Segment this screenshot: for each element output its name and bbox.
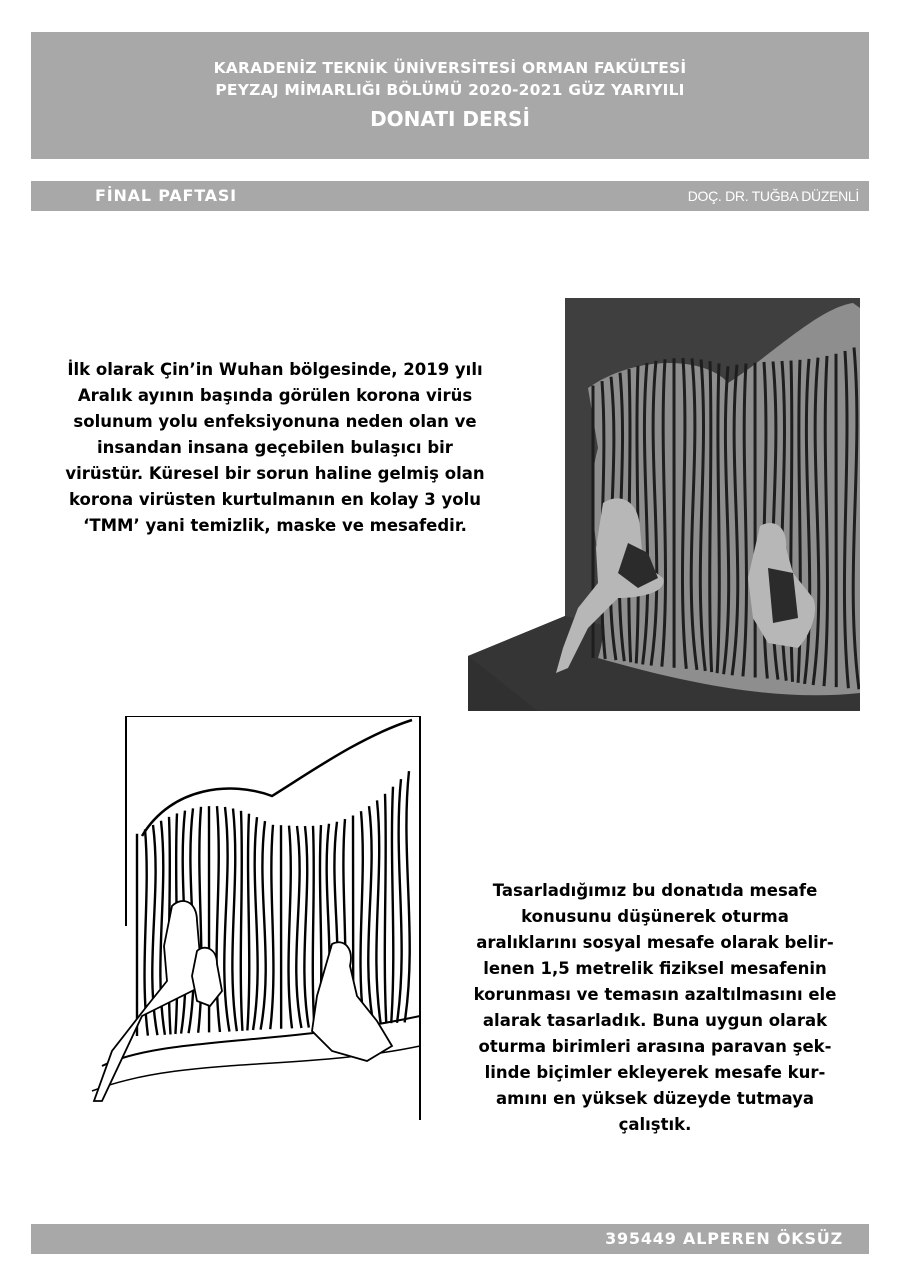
university-title: KARADENİZ TEKNİK ÜNİVERSİTESİ ORMAN FAKÜLTESİ [213,58,687,77]
instructor-name: DOÇ. DR. TUĞBA DÜZENLİ [687,188,859,204]
line-drawing-image [82,716,422,1120]
course-title: DONATI DERSİ [370,106,530,131]
subheader-bar [31,181,869,211]
intro-paragraph: İlk olarak Çin’in Wuhan bölgesinde, 2019 yılı Aralık ayının başında görülen korona virüs solunum yolu enfeksiyonuna neden olan ve insandan insana geçebilen bulaşıcı bir virüstür. Küresel bir sorun haline gelmiş olan korona virüsten kurtulmanın en kolay 3 yolu ‘TMM’ yani temizlik, maske ve mesafedir. [65,360,485,535]
shaded-render-image [468,298,860,711]
sheet-title: FİNAL PAFTASI [95,186,237,205]
header-banner [31,32,869,159]
design-paragraph: Tasarladığımız bu donatıda mesafe konusunu düşünerek oturma aralıklarını sosyal mesafe olarak belir- lenen 1,5 metrelik fiziksel mesafenin korunması ve temasın azaltılmasını ele alarak tasarladık. Buna uygun olarak oturma birimleri arasına paravan şek- linde biçimler ekleyerek mesafe kur- amını en yüksek düzeyde tutmaya çalıştık. [473,881,837,1134]
student-name: 395449 ALPEREN ÖKSÜZ [605,1229,843,1248]
department-title: PEYZAJ MİMARLIĞI BÖLÜMÜ 2020-2021 GÜZ YARIYILI [215,80,685,99]
footer-bar [31,1224,869,1254]
